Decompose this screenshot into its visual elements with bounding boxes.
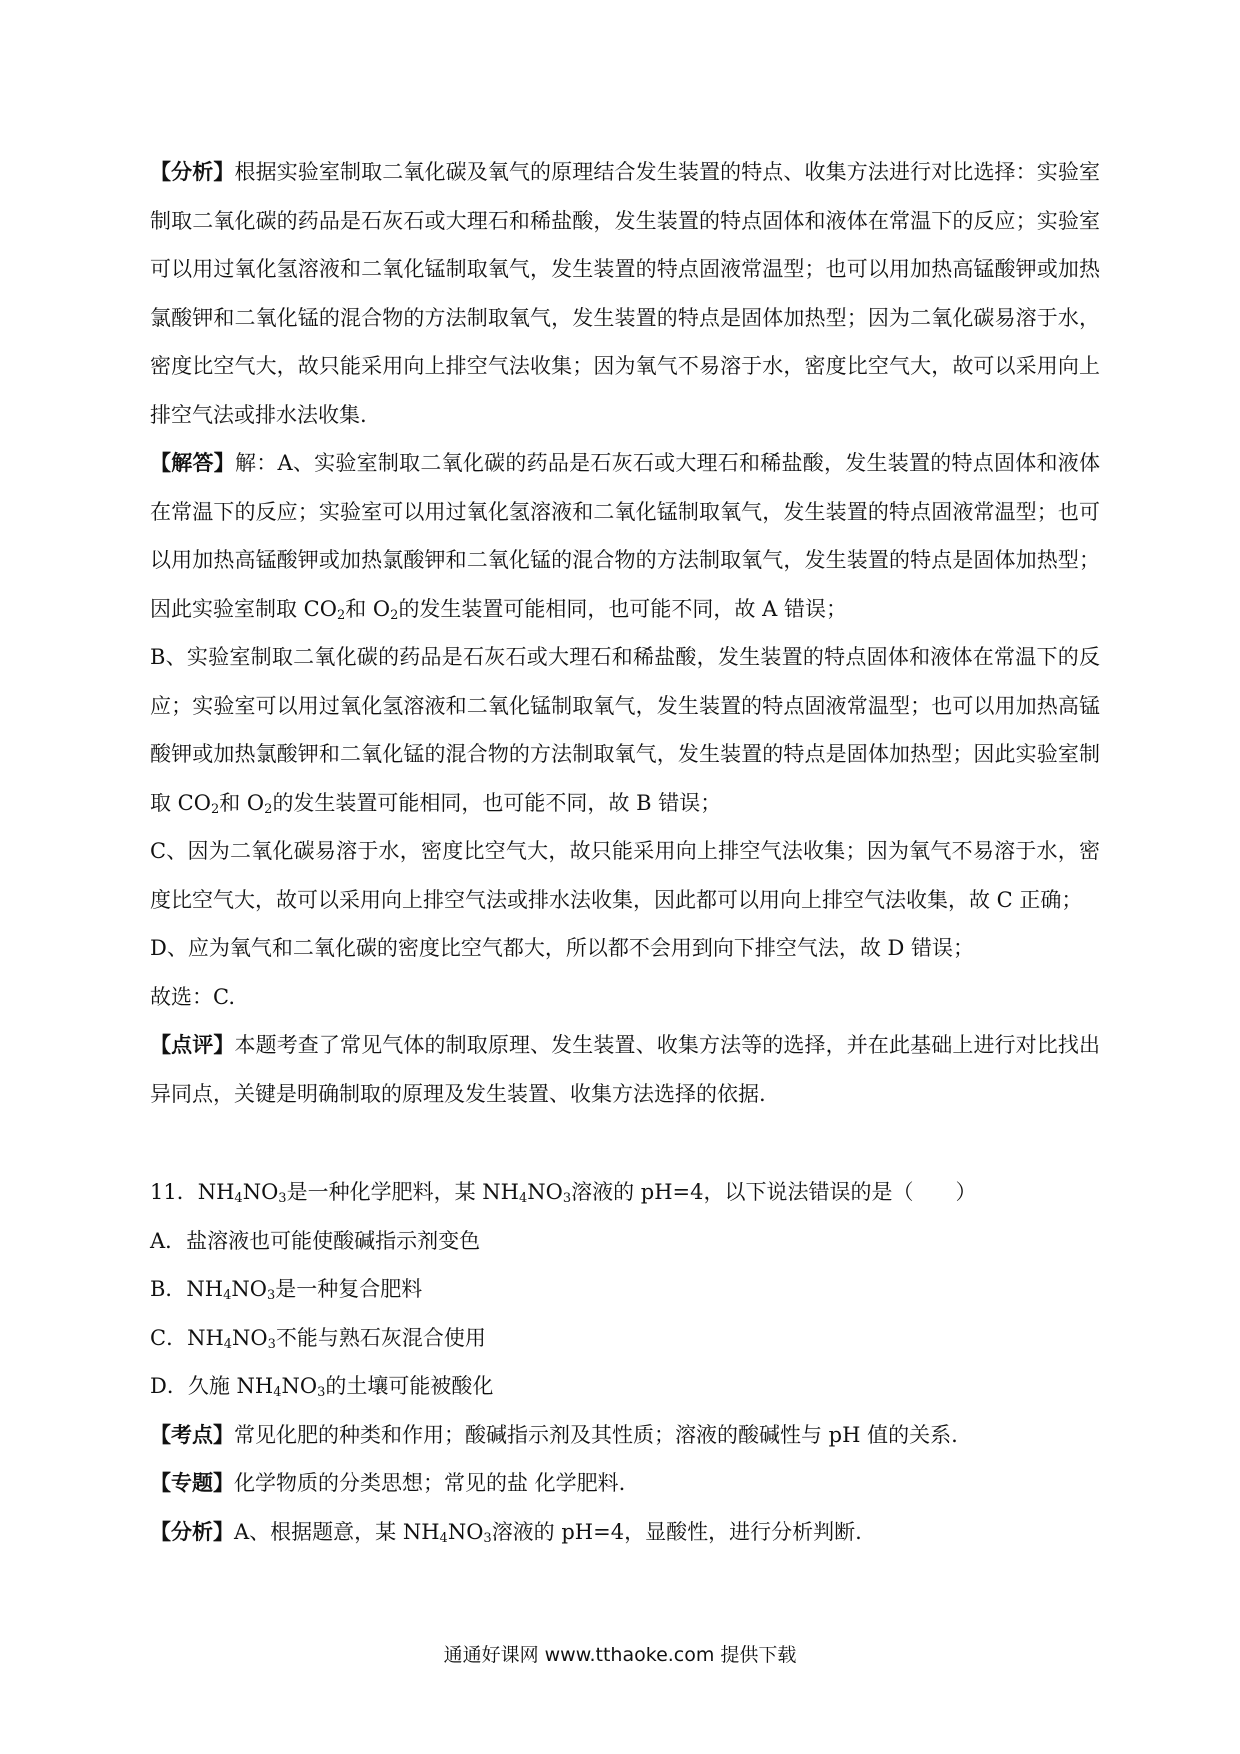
subscript: 4 [234,1191,243,1206]
option-d [150,1362,1100,1411]
analysis-tag: 【分析】 [150,160,235,184]
analysis-text: 根据实验室制取二氧化碳及氧气的原理结合发生装置的特点、收集方法进行对比选择：实验室制取二氧化碳的药品是石灰石或大理石和稀盐酸，发生装置的特点固体和液体在常温下的反应；实验室可以用过氧化氢溶液和二氧化锰制取氧气，发生装置的特点固液常温型；也可以用加热高锰酸钾或加热氯酸钾和二氧化锰的混合物的方法制取氧气，发生装置的特点是固体加热型；因为二氧化碳易溶于水，密度比空气大，故只能采用向上排空气法收集；因为氧气不易溶于水，密度比空气大，故可以采用向上排空气法或排水法收集. [150,160,1101,427]
subscript: 3 [317,1385,326,1400]
analysis-2-text: NO [447,1519,484,1544]
answer-choice: 故选：C. [150,984,235,1009]
analysis-2-paragraph [150,1508,1100,1557]
zhuanti-text: 化学物质的分类思想；常见的盐 化学肥料. [234,1471,626,1495]
review-tag: 【点评】 [150,1033,235,1057]
subscript: 2 [210,801,220,817]
subscript: 2 [390,607,399,623]
subscript: 4 [223,1288,232,1303]
page-content [150,148,1100,1556]
subscript: 2 [264,801,273,817]
page-footer: 通通好课网 www.tthaoke.com 提供下载 [443,1644,797,1666]
kaodian-tag: 【考点】 [150,1422,234,1447]
answer-b-text: 的发生装置可能相同，也可能不同，故 B 错误； [272,790,722,815]
answer-a-text: 的发生装置可能相同，也可能不同，故 A 错误； [398,596,847,621]
kaodian-paragraph [150,1411,1100,1460]
option-text: C．NH [150,1325,224,1350]
question-text: 是一种化学肥料，某 NH [286,1180,519,1204]
answer-paragraph-d: D、应为氧气和二氧化碳的密度比空气都大，所以都不会用到向下排空气法，故 D 错误； [150,936,975,960]
review-paragraph [150,1021,1100,1118]
option-text: B．NH [150,1277,224,1301]
option-text: 的土壤可能被酸化 [325,1374,494,1398]
answer-paragraph-c: C、因为二氧化碳易溶于水，密度比空气大，故只能采用向上排空气法收集；因为氧气不易溶于水，密度比空气大，故可以采用向上排空气法或排水法收集，因此都可以用向上排空气法收集，故 C 正确； [150,839,1100,912]
question-text: 11．NH [150,1180,235,1204]
question-text: NO [242,1180,279,1204]
option-c [150,1314,1100,1363]
subscript: 4 [273,1385,282,1400]
answer-tag: 【解答】 [150,451,235,475]
option-text: D．久施 NH [150,1374,274,1398]
answer-a-text: 解：A、实验室制取二氧化碳的药品是石灰石或大理石和稀盐酸，发生装置的特点固体和液体在常温下的反应；实验室可以用过氧化氢溶液和二氧化锰制取氧气，发生装置的特点固液常温型；也可以用加热高锰酸钾或加热氯酸钾和二氧化锰的混合物的方法制取氧气，发生装置的特点是固体加热型；因此实验室制取 CO [150,451,1100,621]
kaodian-text: 常见化肥的种类和作用；酸碱指示剂及其性质；溶液的酸碱性与 pH 值的关系. [234,1422,958,1447]
option-text: NO [281,1374,318,1398]
subscript: 3 [562,1191,572,1206]
answer-paragraph-b [150,633,1100,827]
answer-paragraph-a [150,439,1100,633]
subscript: 3 [278,1191,287,1206]
option-a: A．盐溶液也可能使酸碱指示剂变色 [150,1228,481,1253]
review-text: 本题考查了常见气体的制取原理、发生装置、收集方法等的选择，并在此基础上进行对比找出异同点，关键是明确制取的原理及发生装置、收集方法选择的依据. [150,1033,1101,1106]
analysis-2-text: 溶液的 pH=4，显酸性，进行分析判断. [491,1519,862,1544]
option-text: NO [232,1325,268,1350]
answer-b-text: 和 O [219,790,265,815]
analysis-2-text: A、根据题意，某 NH [234,1519,440,1544]
question-text: 溶液的 pH=4，以下说法错误的是（ ） [571,1180,977,1204]
subscript: 3 [267,1336,276,1352]
option-text: NO [231,1277,267,1301]
subscript: 4 [439,1530,448,1546]
question-stem [150,1168,1100,1217]
analysis-paragraph [150,148,1100,439]
section-gap [150,1118,1100,1168]
question-text: NO [527,1180,563,1204]
answer-b-text: B、实验室制取二氧化碳的药品是石灰石或大理石和稀盐酸，发生装置的特点固体和液体在常温下的反应；实验室可以用过氧化氢溶液和二氧化锰制取氧气，发生装置的特点固液常温型；也可以用加热高锰酸钾或加热氯酸钾和二氧化锰的混合物的方法制取氧气，发生装置的特点是固体加热型；因此实验室制取 CO [150,645,1100,815]
zhuanti-paragraph [150,1459,1100,1508]
subscript: 4 [518,1191,528,1206]
option-text: 是一种复合肥料 [275,1277,423,1301]
subscript: 2 [336,607,346,623]
zhuanti-tag: 【专题】 [150,1471,234,1495]
option-text: 不能与熟石灰混合使用 [275,1325,486,1350]
subscript: 3 [267,1288,276,1303]
option-b [150,1265,1100,1314]
subscript: 4 [223,1336,233,1352]
subscript: 3 [483,1530,492,1546]
answer-a-text: 和 O [345,596,391,621]
analysis-2-tag: 【分析】 [150,1519,234,1544]
